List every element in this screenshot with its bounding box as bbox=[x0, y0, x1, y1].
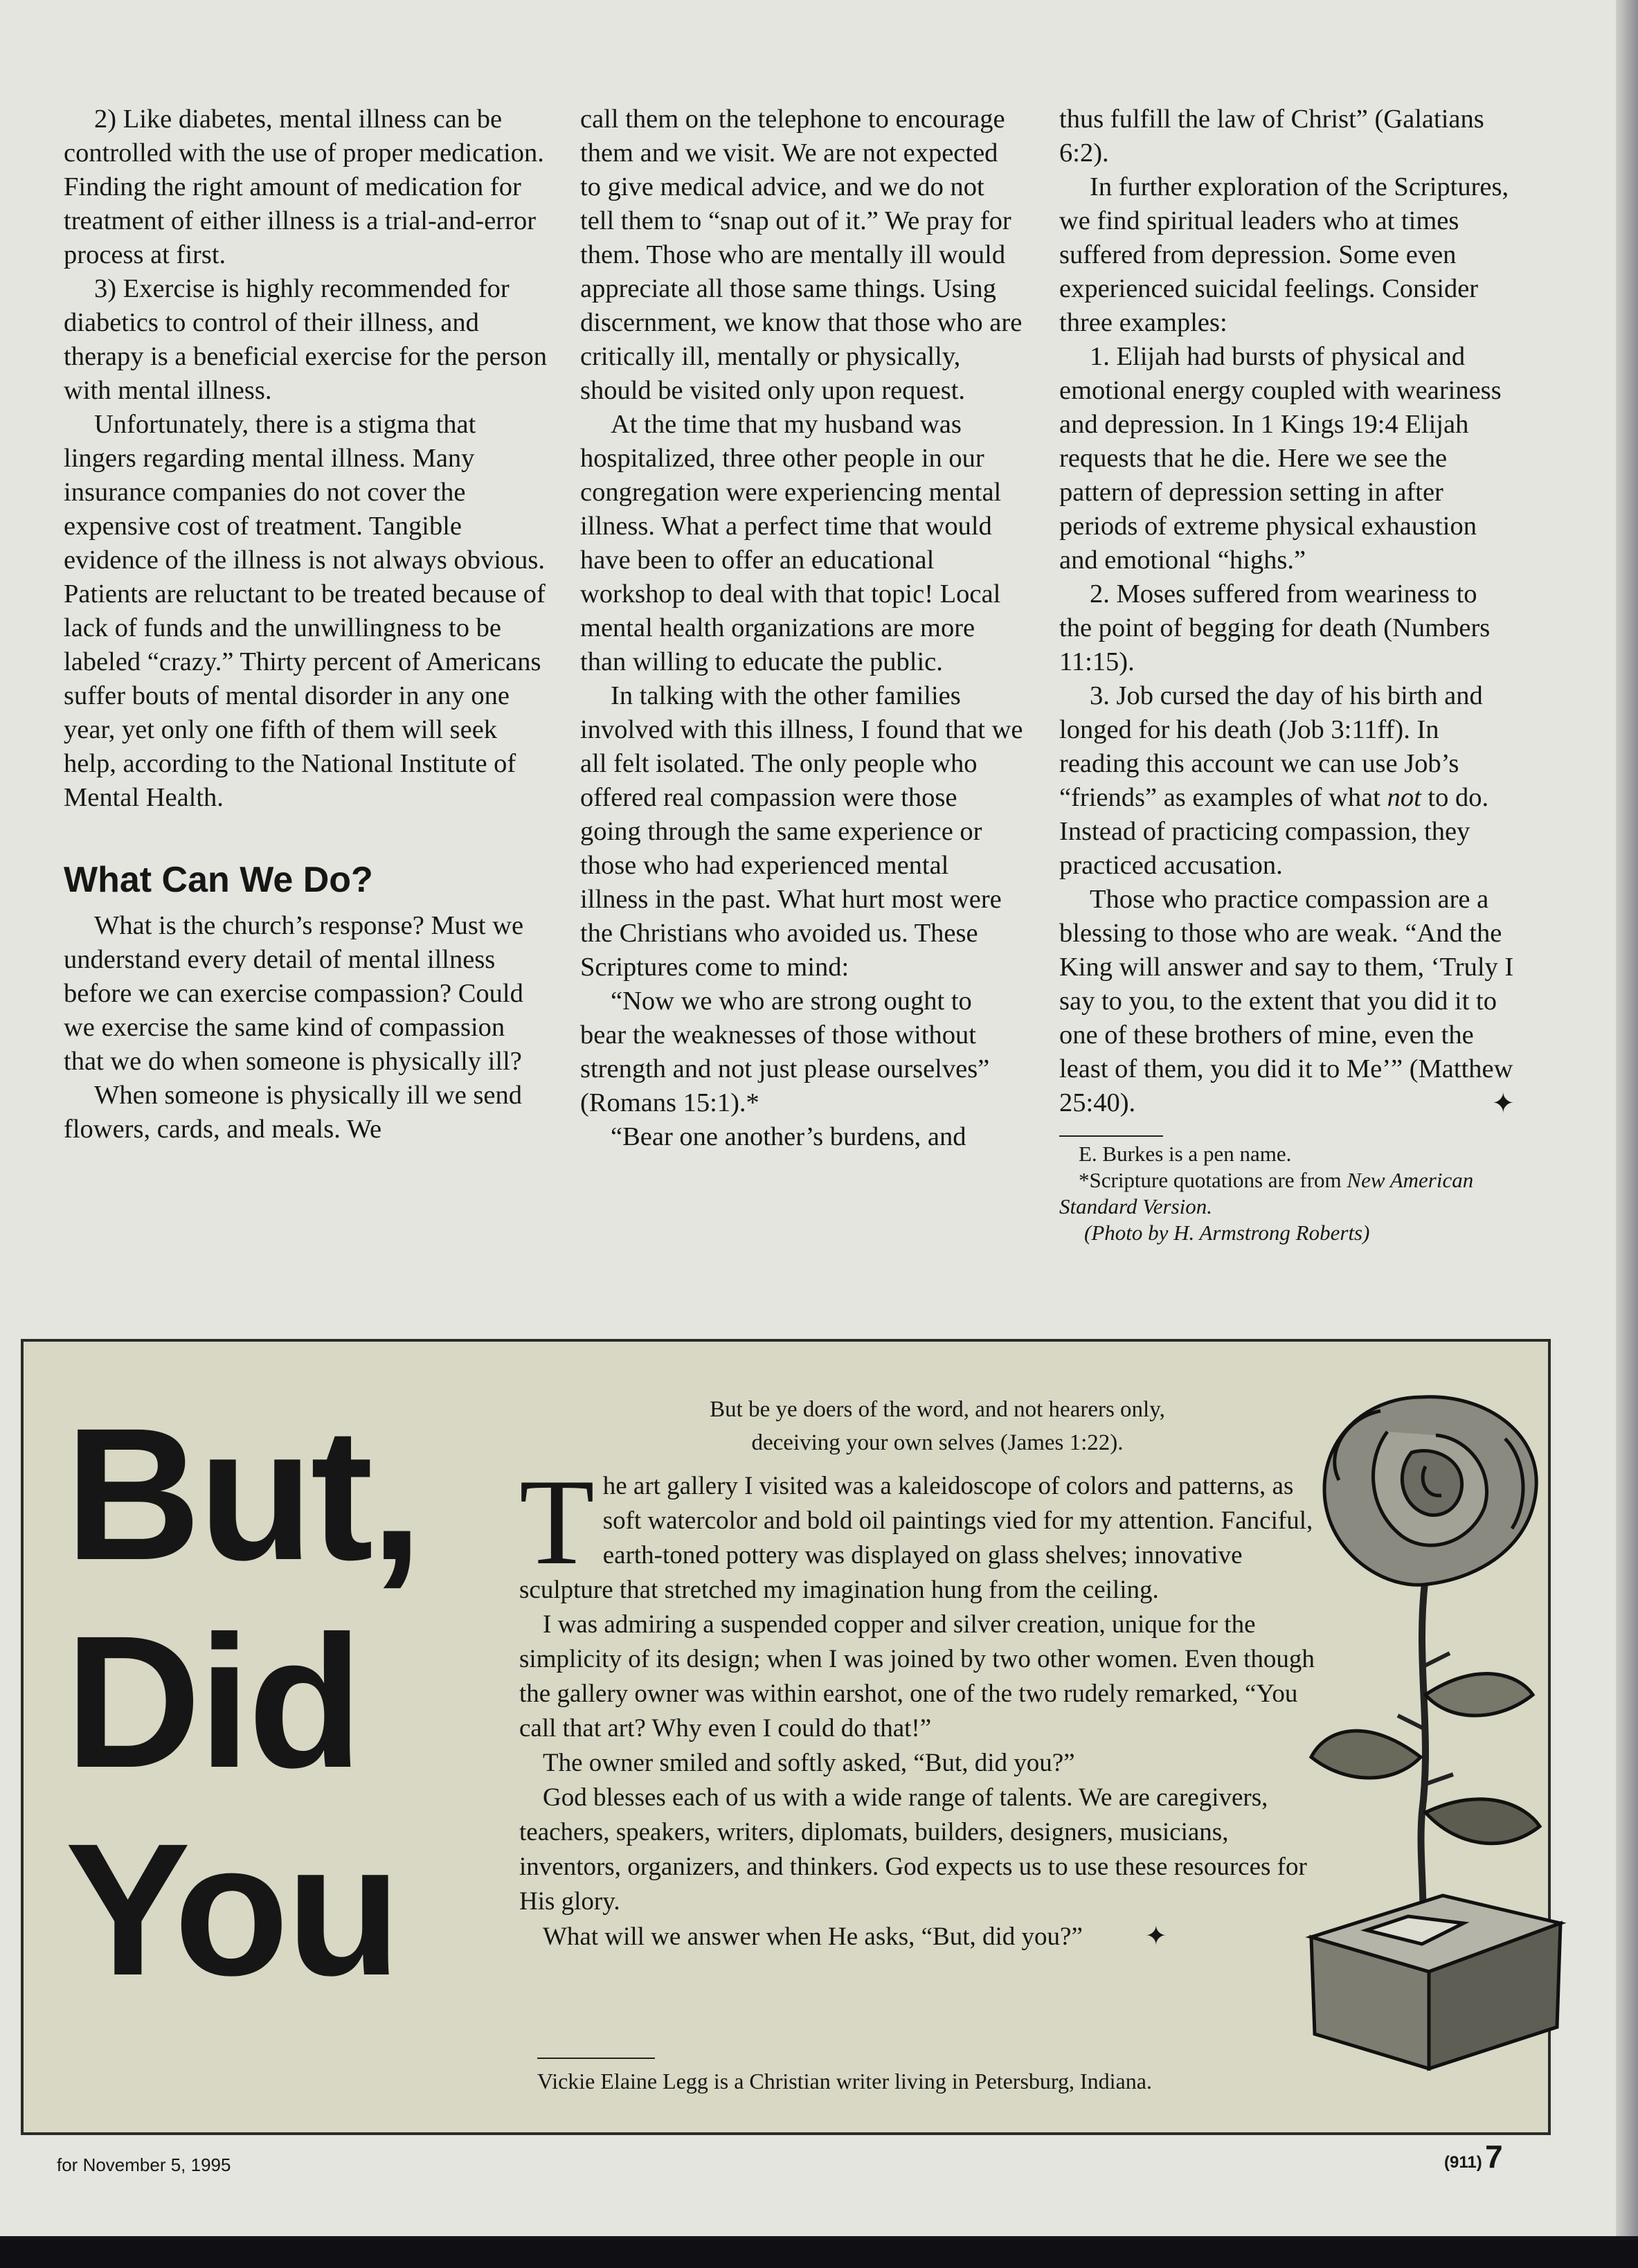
rose-illustration bbox=[1284, 1369, 1581, 2076]
sidebar-title bbox=[65, 1390, 480, 2013]
text-run: What will we answer when He asks, “But, did you?” bbox=[543, 1923, 1083, 1951]
footnote-scripture bbox=[1059, 1167, 1515, 1220]
paragraph: The owner smiled and softly asked, “But, did you?” bbox=[543, 1749, 1075, 1777]
paragraph: 3) Exercise is highly recommended for diabetics to control of their illness, and therapy is a beneficial exercise for the person with mental illness. bbox=[64, 274, 548, 405]
paragraph: God blesses each of us with a wide range of talents. We are caregivers, teachers, speakers, writers, diplomats, builders, designers, musicians, inventors, organizers, and thinkers. God expects us to use these resources for His glory. bbox=[519, 1783, 1307, 1916]
paragraph bbox=[1059, 883, 1515, 1120]
footnote-pen-name: E. Burkes is a pen name. bbox=[1079, 1142, 1292, 1166]
page-number bbox=[1444, 2138, 1503, 2175]
article-column-3 bbox=[1059, 102, 1515, 1246]
scripture-quote: “Now we who are strong ought to bear the weaknesses of those without strength and not just please ourselves” (Romans 15:1).* bbox=[580, 987, 990, 1117]
paragraph: When someone is physically ill we send flowers, cards, and meals. We bbox=[64, 1081, 523, 1144]
article-column-2 bbox=[580, 102, 1023, 1154]
text-run: to do. Instead of practicing compassion, they practiced accusation. bbox=[1059, 783, 1489, 880]
issue-date: for November 5, 1995 bbox=[57, 2154, 231, 2175]
epigraph bbox=[591, 1393, 1284, 1459]
title-line: Did bbox=[65, 1596, 361, 1807]
paragraph: call them on the telephone to encourage them and we visit. We are not expected to give medical advice, and we do not tell them to “snap out of it.” We pray for them. Those who are mentally ill would appreciate all those same things. Using discernment, we know that those who are critically ill, mentally or physically, should be visited only upon request. bbox=[580, 105, 1023, 405]
section-heading: What Can We Do? bbox=[64, 860, 373, 900]
paragraph: 2. Moses suffered from weariness to the point of begging for death (Numbers 11:15). bbox=[1059, 579, 1491, 676]
paragraph: 1. Elijah had bursts of physical and emotional energy coupled with weariness and depression. In 1 Kings 19:4 Elijah requests that he die. Here we see the pattern of depression setting in after periods of extreme physical exhaustion and emotional “highs.” bbox=[1059, 342, 1502, 575]
paragraph: At the time that my husband was hospitalized, three other people in our congregation were experiencing mental illness. What a perfect time that would have been to offer an educational workshop to deal with that topic! Local mental health organizations are more than willing to educate the public. bbox=[580, 410, 1002, 676]
page-number-digit: 7 bbox=[1485, 2139, 1503, 2175]
emphasis: New American Standard Version. bbox=[1059, 1168, 1474, 1218]
paragraph bbox=[519, 1453, 1315, 1608]
end-mark-icon: ✦ bbox=[1144, 1922, 1167, 1951]
paragraph: 2) Like diabetes, mental illness can be controlled with the use of proper medication. Finding the right amount of medication for treatment of either illness is a trial-and-error process at first. bbox=[64, 105, 544, 269]
epigraph-line: But be ye doers of the word, and not hearers only, bbox=[710, 1397, 1165, 1422]
scripture-quote: “Bear one another’s burdens, and bbox=[611, 1122, 966, 1151]
author-credit: Vickie Elaine Legg is a Christian writer living in Petersburg, Indiana. bbox=[537, 2069, 1152, 2094]
photo-credit: (Photo by H. Armstrong Roberts) bbox=[1084, 1221, 1370, 1245]
drop-cap: T bbox=[519, 1453, 595, 1590]
credit-rule bbox=[537, 2058, 655, 2059]
article-column-1 bbox=[64, 102, 551, 1146]
emphasis: not bbox=[1387, 783, 1421, 812]
page-code: (911) bbox=[1444, 2153, 1482, 2172]
sidebar-box bbox=[21, 1339, 1551, 2135]
title-line: You bbox=[65, 1804, 399, 2015]
paragraph: I was admiring a suspended copper and silver creation, unique for the simplicity of its design; when I was joined by two other women. Even though the gallery owner was within earshot, one of the two rudely remarked, “You call that art? Why even I could do that!” bbox=[519, 1610, 1315, 1743]
paragraph bbox=[519, 1919, 1315, 1954]
paragraph: What is the church’s response? Must we understand every detail of mental illness before we can exercise compassion? Could we exercise the same kind of compassion that we do when someone is physically ill? bbox=[64, 911, 524, 1076]
page-edge bbox=[1616, 0, 1638, 2236]
end-mark-icon: ✦ bbox=[1491, 1088, 1515, 1119]
text-run: 3. Job cursed the day of his birth and longed for his death (Job 3:11ff). In reading this account we can use Job’s “friends” as examples of what bbox=[1059, 681, 1483, 812]
text-run: he art gallery I visited was a kaleidoscope of colors and patterns, as soft watercolor and bold oil paintings vied for my attention. Fanciful, earth-toned pottery was displayed on glass shelves; innovative sculpture that stretched my imagination hung from the ceiling. bbox=[519, 1472, 1313, 1604]
paragraph: In further exploration of the Scriptures, we find spiritual leaders who at times suffered from depression. Some even experienced suicidal feelings. Consider three examples: bbox=[1059, 172, 1509, 337]
epigraph-line: deceiving your own selves (James 1:22). bbox=[751, 1430, 1124, 1455]
scan-background bbox=[0, 2240, 1638, 2268]
text-run: Those who practice compassion are a blessing to those who are weak. “And the King will answer and say to them, ‘Truly I say to you, to the extent that you did it to one of these brothers of mine, even the least of them, you did it to Me’” (Matthew 25:40). bbox=[1059, 885, 1514, 1117]
footnote-rule bbox=[1059, 1135, 1163, 1137]
text-run: *Scripture quotations are from bbox=[1079, 1168, 1347, 1192]
paragraph: In talking with the other families involved with this illness, I found that we all felt isolated. The only people who offered real compassion were those going through the same experience or those who had experienced mental illness in the past. What hurt most were the Christians who avoided us. These Scriptures come to mind: bbox=[580, 681, 1023, 982]
sidebar-story bbox=[519, 1453, 1315, 1954]
paragraph bbox=[1059, 679, 1515, 883]
paragraph: Unfortunately, there is a stigma that lingers regarding mental illness. Many insurance companies do not cover the expensive cost of treatment. Tangible evidence of the illness is not always obvious. Patients are reluctant to be treated because of lack of funds and the unwillingness to be labeled “crazy.” Thirty percent of Americans suffer bouts of mental disorder in any one year, yet only one fifth of them will seek help, according to the National Institute of Mental Health. bbox=[64, 410, 546, 812]
title-line: But, bbox=[65, 1389, 420, 1599]
paragraph: thus fulfill the law of Christ” (Galatians 6:2). bbox=[1059, 105, 1484, 168]
